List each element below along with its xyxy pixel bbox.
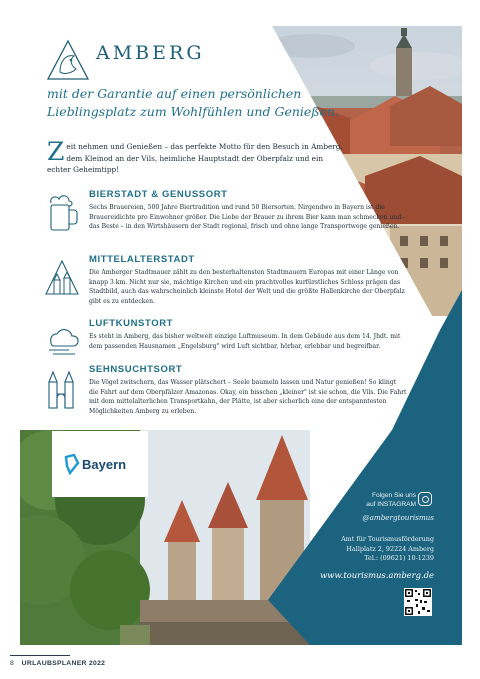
intro-paragraph xyxy=(47,137,347,176)
instagram-handle[interactable]: @ambergtourismus xyxy=(362,513,434,522)
instagram-icon xyxy=(418,492,432,506)
beer-mug-icon xyxy=(45,193,79,229)
bayern-logo-text: Bayern xyxy=(82,457,127,472)
dropcap: Z xyxy=(47,137,65,166)
page-number: 8 xyxy=(10,660,14,667)
section-text: Es steht in Amberg, das bisher weltweit einzige Luftmuseum. In dem Gebäude aus dem 14. Jhdt. mit dem passenden Hausnamen „Engelsburg" wird Luft sichtbar, hörbar, erlebbar und begreifbar. xyxy=(89,333,401,350)
tagline: mit der Garantie auf einen persönlichen Lieblingsplatz zum Wohlfühlen und Genießen. xyxy=(47,86,340,119)
towers-gate-icon xyxy=(45,368,79,404)
section-title: BIERSTADT & GENUSSORT xyxy=(89,189,228,200)
bayern-logo xyxy=(52,431,148,497)
town-wall-icon xyxy=(45,258,79,294)
section-text: Die Amberger Stadtmauer zählt zu den besterhaltensten Stadtmauern Europas mit einer Länge von knapp 3 km. Nicht nur sie, mächtige Kirchen und ein prachtvolles kurfürstliches Schloss prägen das Stadtbild, auch das wahrscheinlich kleinste Hotel der Welt und die größte Hallenkirche der Oberpfalz gibt es zu entdecken. xyxy=(89,269,405,305)
amberg-logo-icon xyxy=(46,39,90,81)
website-link[interactable]: www.tourismus.amberg.de xyxy=(320,570,434,580)
org-name: Amt für Tourismusförderung xyxy=(341,535,434,543)
qr-code-icon xyxy=(404,588,432,616)
section-text: Sechs Brauereien, 500 Jahre Biertradition und rund 50 Biersorten. Nirgendwo in Bayern ist die Brauereidichte pro Einwohner größer. Die Liebe der Brauer zu ihrem Bier kann man schmecken und – das Beste – in den Wirtshäusern der Stadt regional, frisch und ohne lange Transportwege genießen. xyxy=(89,204,407,231)
footer-divider xyxy=(10,655,70,656)
page-footer xyxy=(10,660,105,667)
section-title: SEHNSUCHTSORT xyxy=(89,364,183,375)
phone: Tel.: (09621) 10-1239 xyxy=(364,554,434,562)
contact-address xyxy=(320,535,434,564)
intro-text: eit nehmen und Genießen – das perfekte Motto für den Besuch in Amberg, dem Kleinod an der Vils, heimliche Hauptstadt der Oberpfalz und ein echter Geheimtipp! xyxy=(47,142,343,174)
instagram-line-2: auf INSTAGRAM xyxy=(366,500,416,508)
instagram-line-1: Folgen Sie uns xyxy=(372,492,416,499)
cloud-air-icon xyxy=(45,322,79,358)
section-title: MITTELALTERSTADT xyxy=(89,254,195,265)
section-text: Die Vögel zwitschern, das Wasser plätschert – Seele baumeln lassen und Natur genießen! So klingt die Fahrt auf dem Oberpfälzer Amazonas. Okay, ein bisschen „kleiner" ist sie schon, die Vils. Die Fahrt mit dem mittelalterlichen Transportkahn, der Plätte, ist aber sicherlich eine der entspanntesten Möglichkeiten Amberg zu erleben. xyxy=(89,379,407,415)
brand-name: AMBERG xyxy=(96,42,205,64)
section-title: LUFTKUNSTORT xyxy=(89,318,174,329)
street: Hallplatz 2, 92224 Amberg xyxy=(346,544,434,553)
bayern-mark-icon xyxy=(64,453,80,475)
publication-title: URLAUBSPLANER 2022 xyxy=(21,660,106,667)
